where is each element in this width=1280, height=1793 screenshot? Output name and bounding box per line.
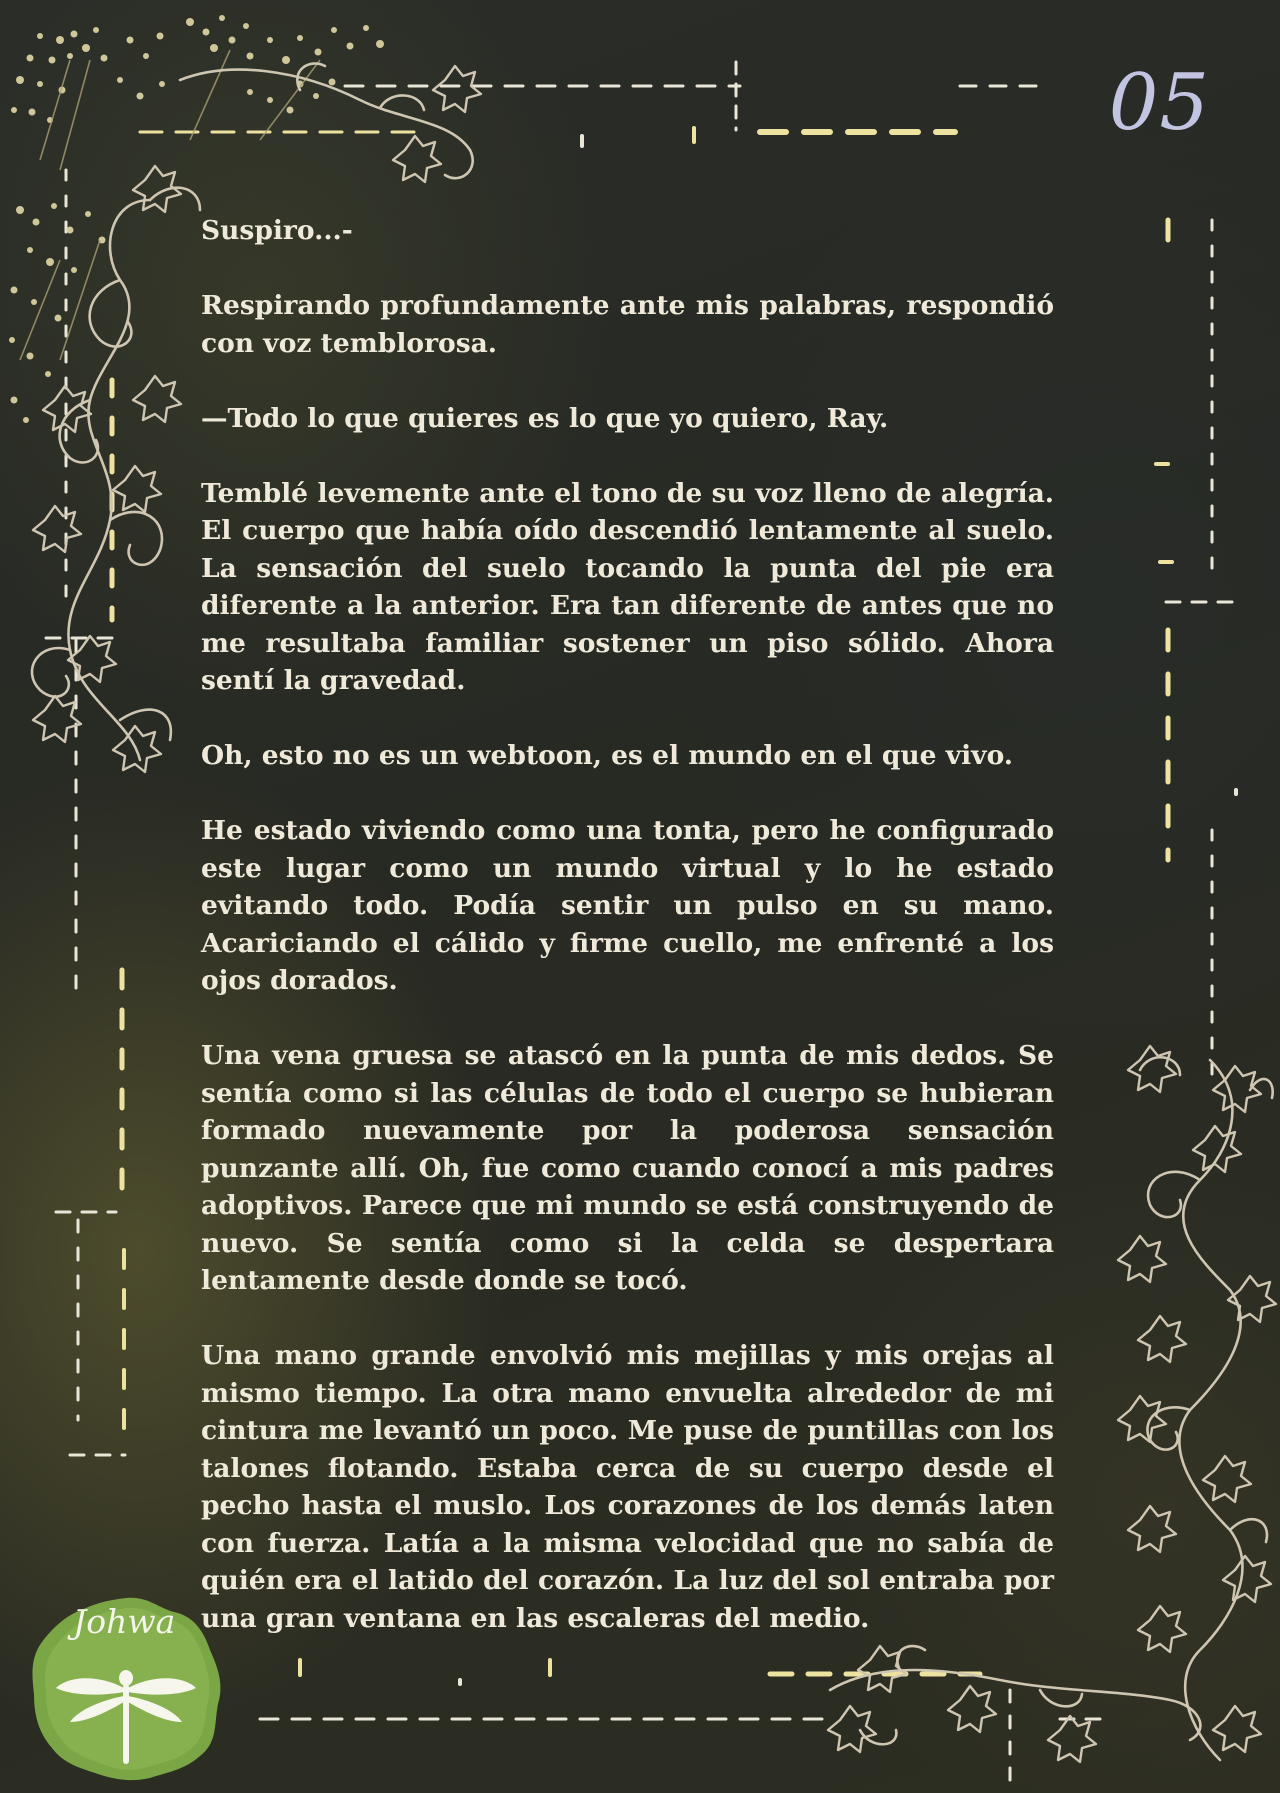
left-dashes bbox=[46, 170, 125, 1455]
paragraph: Una mano grande envolvió mis mejillas y mis orejas al mismo tiempo. La otra mano envuelta alrededor de mi cintura me levantó un poco. Me puse de puntillas con los talones flotando. Estaba cerca de su cuerpo desde el pecho hasta el muslo. Los corazones de los demás laten con fuerza. Latía a la misma velocidad que no sabía de quién era el latido del corazón. La luz del sol entraba por una gran ventana en las escaleras del medio. bbox=[201, 1340, 1054, 1634]
paragraph: He estado viviendo como una tonta, pero he configurado este lugar como un mundo virtual y lo he estado evitando todo. Podía sentir un pulso en su mano. Acariciando el cálido y firme cuello, me enfrenté a los ojos dorados. bbox=[201, 815, 1054, 996]
paragraph: Suspiro...- bbox=[201, 215, 353, 246]
logo-label: Johwa bbox=[73, 1602, 176, 1641]
paragraph: Una vena gruesa se atascó en la punta de mis dedos. Se sentía como si las células de todo el cuerpo se hubieran formado nuevamente por la poderosa sensación punzante allí. Oh, fue como cuando conocí a mis padres adoptivos. Parece que mi mundo se está construyendo de nuevo. Se sentía como si la celda se despertara lentamente desde donde se tocó. bbox=[201, 1040, 1054, 1296]
top-dashes bbox=[140, 62, 1040, 146]
right-dashes bbox=[1156, 220, 1240, 1080]
paragraph: Oh, esto no es un webtoon, es el mundo en el que vivo. bbox=[201, 740, 1014, 771]
paragraph: Respirando profundamente ante mis palabras, respondió con voz temblorosa. bbox=[201, 290, 1054, 359]
paragraph: Temblé levemente ante el tono de su voz lleno de alegría. El cuerpo que había oído descendió lentamente al suelo. La sensación del suelo tocando la punta del pie era diferente a la anterior. Era tan diferente de antes que no me resultaba familiar sostener un piso sólido. Ahora sentí la gravedad. bbox=[201, 477, 1054, 696]
page-number: 05 bbox=[1108, 58, 1210, 148]
paragraph: —Todo lo que quieres es lo que yo quiero, Ray. bbox=[201, 402, 889, 434]
text-body bbox=[201, 212, 1054, 1675]
